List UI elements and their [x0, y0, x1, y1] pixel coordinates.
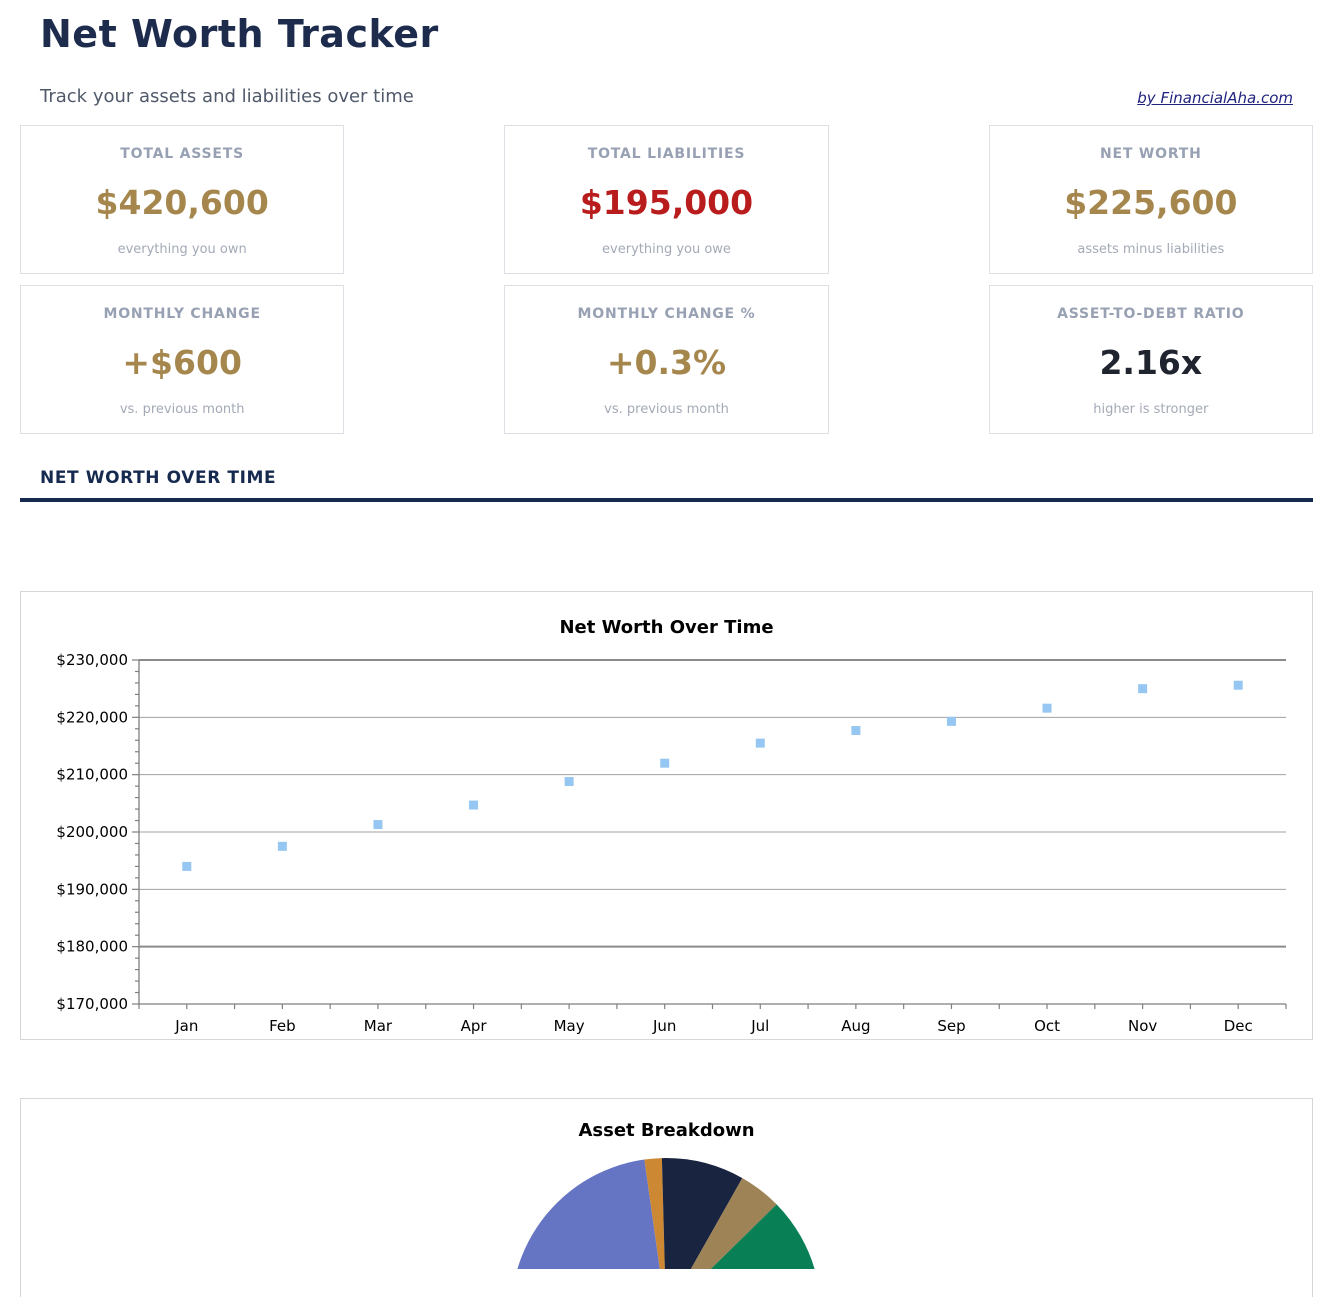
scatter-data-point	[660, 759, 669, 768]
scatter-data-point	[756, 739, 765, 748]
scatter-data-point	[1043, 704, 1052, 713]
svg-text:Jan: Jan	[175, 1017, 199, 1035]
asset-breakdown-card	[20, 1098, 1313, 1297]
stat-card-monthly-change	[20, 285, 344, 434]
svg-text:$200,000: $200,000	[56, 823, 128, 841]
stat-value: $225,600	[1064, 182, 1238, 222]
page-subtitle: Track your assets and liabilities over time	[40, 86, 414, 107]
net-worth-scatter-chart	[22, 638, 1311, 1038]
scatter-data-point	[469, 801, 478, 810]
svg-text:Jul: Jul	[751, 1017, 770, 1035]
scatter-data-point	[1138, 684, 1147, 693]
svg-text:Feb: Feb	[269, 1017, 296, 1035]
stat-card-monthly-change-pct	[504, 285, 828, 434]
stat-card-asset-debt-ratio	[989, 285, 1313, 434]
stat-card-net-worth	[989, 125, 1313, 274]
stat-label: MONTHLY CHANGE %	[577, 306, 756, 322]
svg-text:Sep: Sep	[937, 1017, 966, 1035]
svg-text:Aug: Aug	[841, 1017, 871, 1035]
scatter-data-point	[947, 717, 956, 726]
svg-text:Jun: Jun	[652, 1017, 677, 1035]
svg-text:Oct: Oct	[1034, 1017, 1061, 1035]
svg-text:$170,000: $170,000	[56, 995, 128, 1013]
pie-slice-purple	[511, 1160, 666, 1270]
stat-subtext: everything you own	[117, 242, 247, 257]
svg-text:$220,000: $220,000	[56, 708, 128, 727]
stat-subtext: vs. previous month	[119, 402, 245, 417]
page-header	[20, 0, 1313, 107]
pie-clip-region	[22, 1158, 1311, 1269]
stat-card-total-assets	[20, 125, 344, 274]
svg-text:$210,000: $210,000	[56, 765, 128, 784]
page-title: Net Worth Tracker	[40, 12, 439, 56]
svg-text:Mar: Mar	[363, 1017, 393, 1035]
section-divider	[20, 498, 1313, 502]
brand-link[interactable]: by FinancialAha.com	[1137, 89, 1293, 107]
stat-label: TOTAL LIABILITIES	[587, 146, 746, 162]
stat-card-total-liabilities	[504, 125, 828, 274]
scatter-data-point	[851, 726, 860, 735]
stat-subtext: everything you owe	[602, 242, 731, 257]
section-title: NET WORTH OVER TIME	[40, 468, 277, 488]
svg-text:$190,000: $190,000	[56, 880, 128, 899]
scatter-data-point	[1234, 681, 1243, 690]
scatter-data-point	[182, 862, 191, 871]
scatter-data-point	[373, 820, 382, 829]
stat-subtext: assets minus liabilities	[1077, 242, 1225, 257]
stat-value: $420,600	[95, 182, 269, 222]
svg-text:$230,000: $230,000	[56, 651, 128, 669]
svg-text:Apr: Apr	[460, 1017, 487, 1035]
stat-value: +$600	[122, 342, 242, 382]
stat-cards	[20, 125, 1313, 434]
stat-value: +0.3%	[606, 342, 727, 382]
asset-breakdown-pie-chart	[22, 1158, 1311, 1269]
stat-label: NET WORTH	[1099, 146, 1202, 162]
stat-subtext: higher is stronger	[1093, 402, 1209, 417]
scatter-data-point	[278, 842, 287, 851]
stat-label: ASSET-TO-DEBT RATIO	[1057, 306, 1245, 322]
stat-label: TOTAL ASSETS	[120, 146, 245, 162]
section-header	[40, 468, 1293, 502]
scatter-data-point	[565, 777, 574, 786]
svg-text:Nov: Nov	[1127, 1017, 1158, 1035]
stat-value: 2.16x	[1099, 342, 1203, 382]
stat-subtext: vs. previous month	[604, 402, 729, 417]
svg-text:Dec: Dec	[1223, 1017, 1253, 1035]
svg-text:$180,000: $180,000	[56, 937, 128, 956]
pie-chart-title: Asset Breakdown	[578, 1120, 755, 1141]
net-worth-chart-card	[20, 591, 1313, 1040]
scatter-chart-title: Net Worth Over Time	[559, 617, 774, 638]
svg-text:May: May	[553, 1017, 585, 1035]
stat-label: MONTHLY CHANGE	[103, 306, 261, 322]
stat-value: $195,000	[579, 182, 754, 222]
